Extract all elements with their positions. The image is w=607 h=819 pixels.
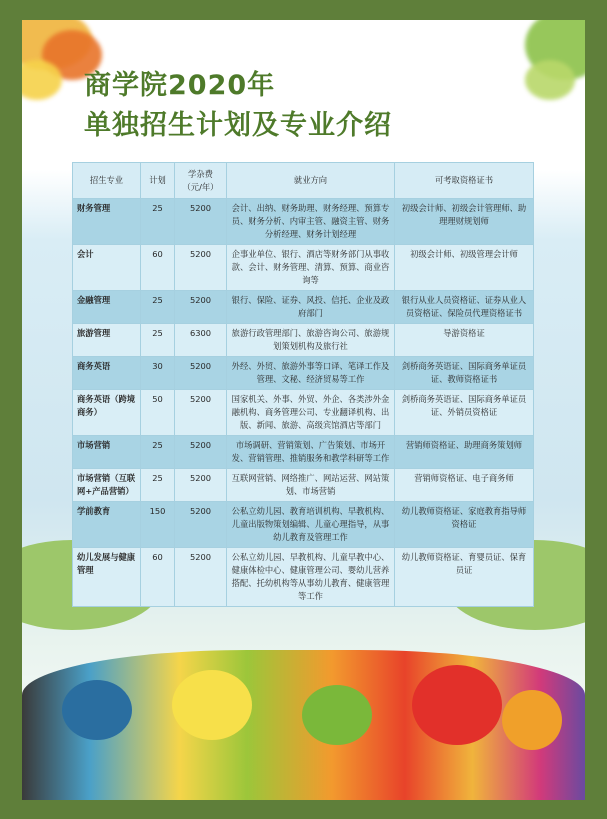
poster bbox=[22, 20, 585, 800]
cell-fee: 5200 bbox=[175, 469, 227, 502]
cell-plan: 60 bbox=[141, 548, 175, 607]
table-row bbox=[73, 245, 534, 291]
table-row bbox=[73, 324, 534, 357]
page-title bbox=[84, 66, 392, 146]
cell-plan: 30 bbox=[141, 357, 175, 390]
cell-career: 会计、出纳、财务助理、财务经理、预算专员、财务分析、内审主管、融资主管、财务分析经理、财务计划经理 bbox=[227, 199, 395, 245]
cell-fee: 5200 bbox=[175, 548, 227, 607]
cell-major: 金融管理 bbox=[73, 291, 141, 324]
cell-major: 学前教育 bbox=[73, 502, 141, 548]
cell-major: 幼儿发展与健康管理 bbox=[73, 548, 141, 607]
cell-fee: 5200 bbox=[175, 502, 227, 548]
table-row bbox=[73, 436, 534, 469]
paint-splash-footer bbox=[22, 650, 585, 800]
enrollment-table bbox=[72, 162, 534, 607]
cell-fee: 5200 bbox=[175, 390, 227, 436]
cell-career: 银行、保险、证券、风投、信托、企业及政府部门 bbox=[227, 291, 395, 324]
cell-cert: 初级会计师、初级会计管理师、助理理财规划师 bbox=[395, 199, 534, 245]
cell-cert: 营销师资格证、助理商务策划师 bbox=[395, 436, 534, 469]
cell-plan: 60 bbox=[141, 245, 175, 291]
cell-plan: 25 bbox=[141, 324, 175, 357]
cell-fee: 5200 bbox=[175, 436, 227, 469]
enrollment-table-container bbox=[72, 162, 534, 607]
cell-fee: 5200 bbox=[175, 291, 227, 324]
header-cert: 可考取资格证书 bbox=[395, 163, 534, 199]
cell-career: 外经、外贸、旅游外事等口译、笔译工作及管理、文秘、经济贸易等工作 bbox=[227, 357, 395, 390]
cell-career: 公私立幼儿园、早教机构、儿童早教中心、健康体检中心、健康管理公司、婴幼儿营养搭配、托幼机构等从事幼儿教育、健康管理等工作 bbox=[227, 548, 395, 607]
table-row bbox=[73, 199, 534, 245]
cell-major: 市场营销 bbox=[73, 436, 141, 469]
cell-plan: 50 bbox=[141, 390, 175, 436]
cell-cert: 幼儿教师资格证、家庭教育指导师资格证 bbox=[395, 502, 534, 548]
cell-plan: 25 bbox=[141, 436, 175, 469]
cell-cert: 银行从业人员资格证、证券从业人员资格证、保险员代理资格证书 bbox=[395, 291, 534, 324]
cell-career: 市场调研、营销策划、广告策划、市场开发、营销管理、推销服务和教学科研等工作 bbox=[227, 436, 395, 469]
cell-cert: 剑桥商务英语证、国际商务单证员证、教师资格证书 bbox=[395, 357, 534, 390]
table-row bbox=[73, 469, 534, 502]
cell-fee: 5200 bbox=[175, 199, 227, 245]
header-major: 招生专业 bbox=[73, 163, 141, 199]
cell-cert: 幼儿教师资格证、育婴员证、保育员证 bbox=[395, 548, 534, 607]
table-row bbox=[73, 548, 534, 607]
cell-major: 商务英语 bbox=[73, 357, 141, 390]
cell-cert: 剑桥商务英语证、国际商务单证员证、外销员资格证 bbox=[395, 390, 534, 436]
leaf-splash-decoration bbox=[525, 60, 575, 100]
header-career: 就业方向 bbox=[227, 163, 395, 199]
cell-major: 旅游管理 bbox=[73, 324, 141, 357]
cell-plan: 25 bbox=[141, 291, 175, 324]
title-line-1: 商学院2020年 bbox=[84, 70, 276, 101]
cell-career: 互联网营销、网络推广、网站运营、网站策划、市场营销 bbox=[227, 469, 395, 502]
cell-cert: 营销师资格证、电子商务师 bbox=[395, 469, 534, 502]
cell-plan: 150 bbox=[141, 502, 175, 548]
title-line-2: 单独招生计划及专业介绍 bbox=[84, 110, 392, 141]
cell-fee: 5200 bbox=[175, 245, 227, 291]
table-row bbox=[73, 357, 534, 390]
cell-major: 商务英语（跨境商务） bbox=[73, 390, 141, 436]
cell-major: 市场营销（互联网+产品营销） bbox=[73, 469, 141, 502]
cell-career: 公私立幼儿园、教育培训机构、早教机构、儿童出版物策划编辑、儿童心理指导，从事幼儿教育及管理工作 bbox=[227, 502, 395, 548]
cell-fee: 6300 bbox=[175, 324, 227, 357]
header-fee: 学杂费（元/年） bbox=[175, 163, 227, 199]
cell-cert: 导游资格证 bbox=[395, 324, 534, 357]
cell-major: 会计 bbox=[73, 245, 141, 291]
table-row bbox=[73, 390, 534, 436]
table-row bbox=[73, 291, 534, 324]
cell-major: 财务管理 bbox=[73, 199, 141, 245]
cell-plan: 25 bbox=[141, 199, 175, 245]
cell-career: 国家机关、外事、外贸、外企、各类涉外金融机构、商务管理公司、专业翻译机构、出版、新闻、旅游、高级宾馆酒店等部门 bbox=[227, 390, 395, 436]
header-plan: 计划 bbox=[141, 163, 175, 199]
cell-career: 企事业单位、银行、酒店等财务部门从事收款、会计、财务管理、清算、预算、商业咨询等 bbox=[227, 245, 395, 291]
table-header-row bbox=[73, 163, 534, 199]
cell-plan: 25 bbox=[141, 469, 175, 502]
table-row bbox=[73, 502, 534, 548]
cell-cert: 初级会计师、初级管理会计师 bbox=[395, 245, 534, 291]
cell-fee: 5200 bbox=[175, 357, 227, 390]
cell-career: 旅游行政管理部门、旅游咨询公司、旅游规划策划机构及旅行社 bbox=[227, 324, 395, 357]
